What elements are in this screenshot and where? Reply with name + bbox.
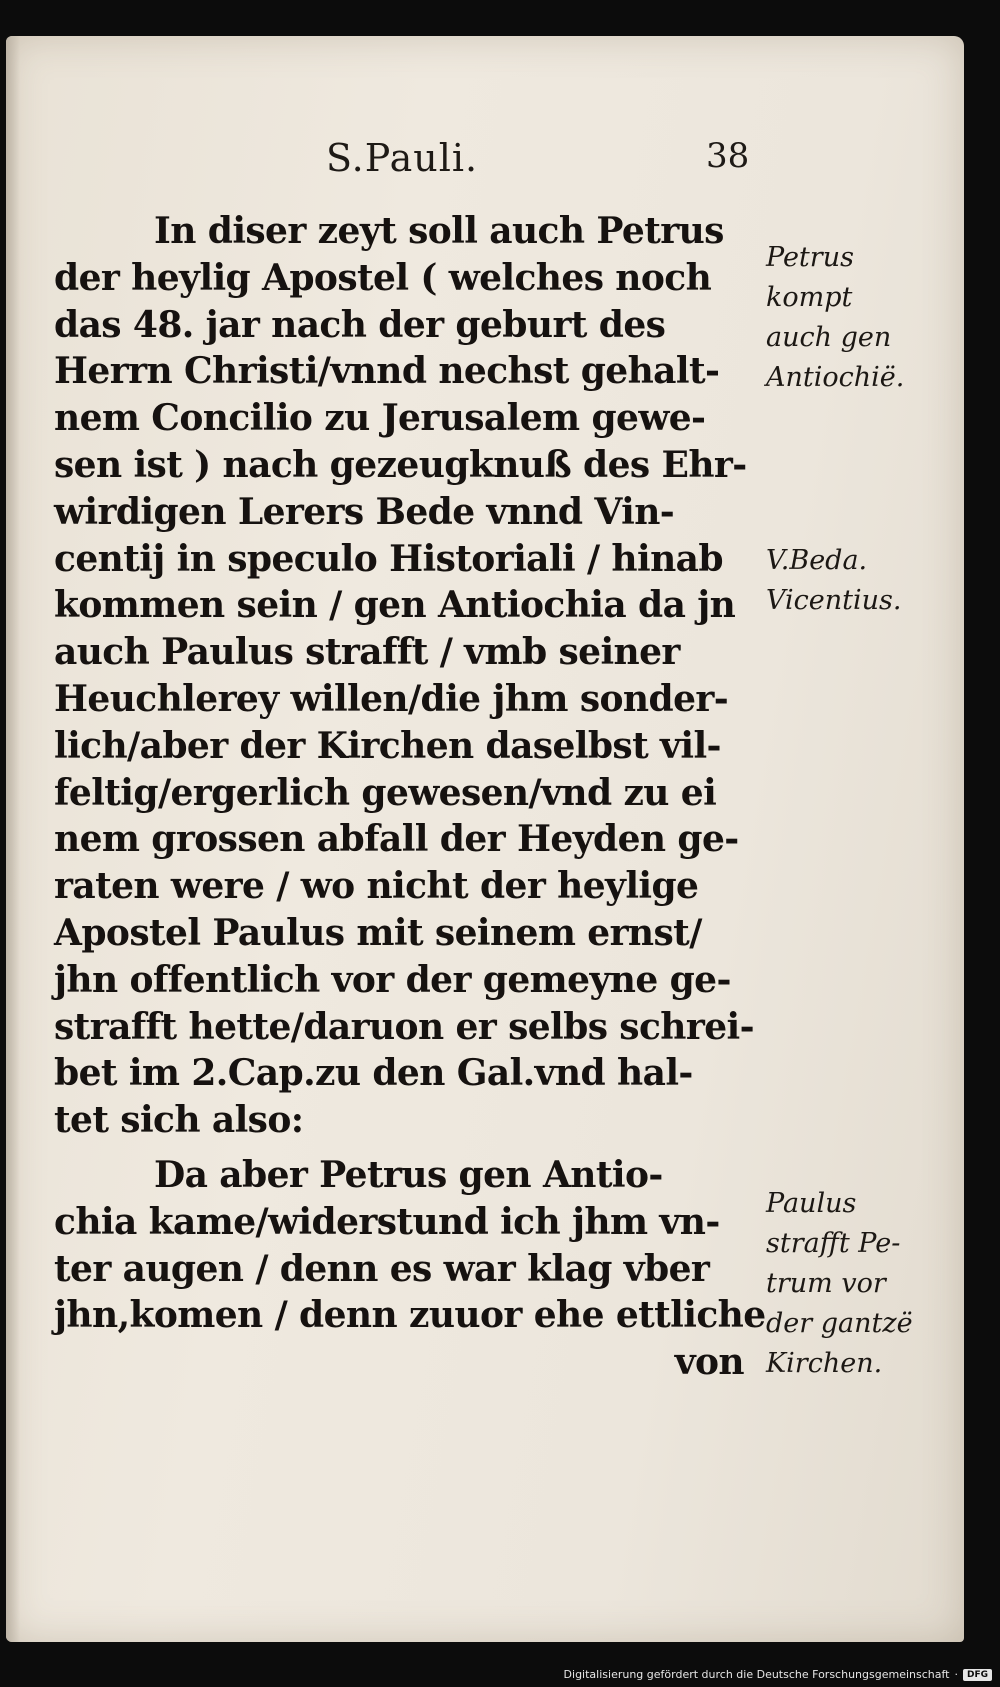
margin-note-line: kompt <box>766 282 853 313</box>
text-line: bet im 2.Cap.zu den Gal.vnd hal- <box>54 1052 693 1095</box>
text-line: sen ist ) nach gezeugknuß des Ehr- <box>54 443 747 486</box>
text-line: ter augen / denn es war klag vber <box>54 1247 710 1290</box>
margin-note-line: Vicentius. <box>766 585 902 616</box>
text-line: nem grossen abfall der Heyden ge- <box>54 818 739 861</box>
text-line: auch Paulus strafft / vmb seiner <box>54 631 680 674</box>
text-line: jhn offentlich vor der gemeyne ge- <box>54 958 731 1001</box>
margin-note-line: V.Beda. <box>766 545 868 576</box>
text-line: der heylig Apostel ( welches noch <box>54 256 712 299</box>
margin-note-line: Kirchen. <box>766 1348 883 1379</box>
text-line: lich/aber der Kirchen daselbst vil- <box>54 724 721 767</box>
page-header <box>6 136 964 186</box>
margin-note-sources <box>766 541 956 621</box>
text-line: Heuchlerey willen/die jhm sonder- <box>54 677 729 720</box>
dfg-logo-icon: DFG <box>963 1669 992 1681</box>
margin-note-line: trum vor <box>766 1268 886 1299</box>
text-line: Da aber Petrus gen Antio- <box>154 1153 663 1196</box>
margin-note-line: Petrus <box>766 242 854 273</box>
book-page <box>6 36 964 1642</box>
text-line: tet sich also: <box>54 1099 304 1142</box>
catchword: von <box>674 1341 744 1384</box>
text-line: chia kame/widerstund ich jhm vn- <box>54 1200 720 1243</box>
margin-note-line: auch gen <box>766 322 892 353</box>
text-line: das 48. jar nach der geburt des <box>54 303 666 346</box>
body-text <box>54 208 766 1386</box>
margin-note-line: der gantzë <box>766 1308 913 1339</box>
text-line: kommen sein / gen Antiochia da jn <box>54 584 736 627</box>
text-line: centij in speculo Historiali / hinab <box>54 537 723 580</box>
text-line: In diser zeyt soll auch Petrus <box>154 210 724 252</box>
margin-note-line: Antiochië. <box>766 362 905 393</box>
running-head: S.Pauli. <box>326 136 479 180</box>
text-line: wirdigen Lerers Bede vnnd Vin- <box>54 490 675 533</box>
text-line: Apostel Paulus mit seinem ernst/ <box>54 911 702 954</box>
margin-note-paulus <box>766 1184 956 1384</box>
digitization-footer: Digitalisierung gefördert durch die Deutsche Forschungsgemeinschaft · DFG <box>564 1668 992 1681</box>
text-line: jhn,komen / denn zuuor ehe ettliche <box>54 1294 766 1337</box>
margin-note-line: strafft Pe- <box>766 1228 901 1259</box>
page-spine-shadow <box>6 36 20 1642</box>
footer-credit: Digitalisierung gefördert durch die Deutsche Forschungsgemeinschaft <box>563 1668 950 1681</box>
margin-note-line: Paulus <box>766 1188 857 1219</box>
text-line: Herrn Christi/vnnd nechst gehalt- <box>54 350 720 393</box>
folio-number: 38 <box>706 136 750 176</box>
text-line: raten were / wo nicht der heylige <box>54 865 699 908</box>
text-line: strafft hette/daruon er selbs schrei- <box>54 1005 754 1048</box>
margin-note-petrus <box>766 238 956 398</box>
text-line: nem Concilio zu Jerusalem gewe- <box>54 397 706 440</box>
paragraph-gap <box>54 1144 754 1152</box>
text-line: feltig/ergerlich gewesen/vnd zu ei <box>54 771 717 814</box>
